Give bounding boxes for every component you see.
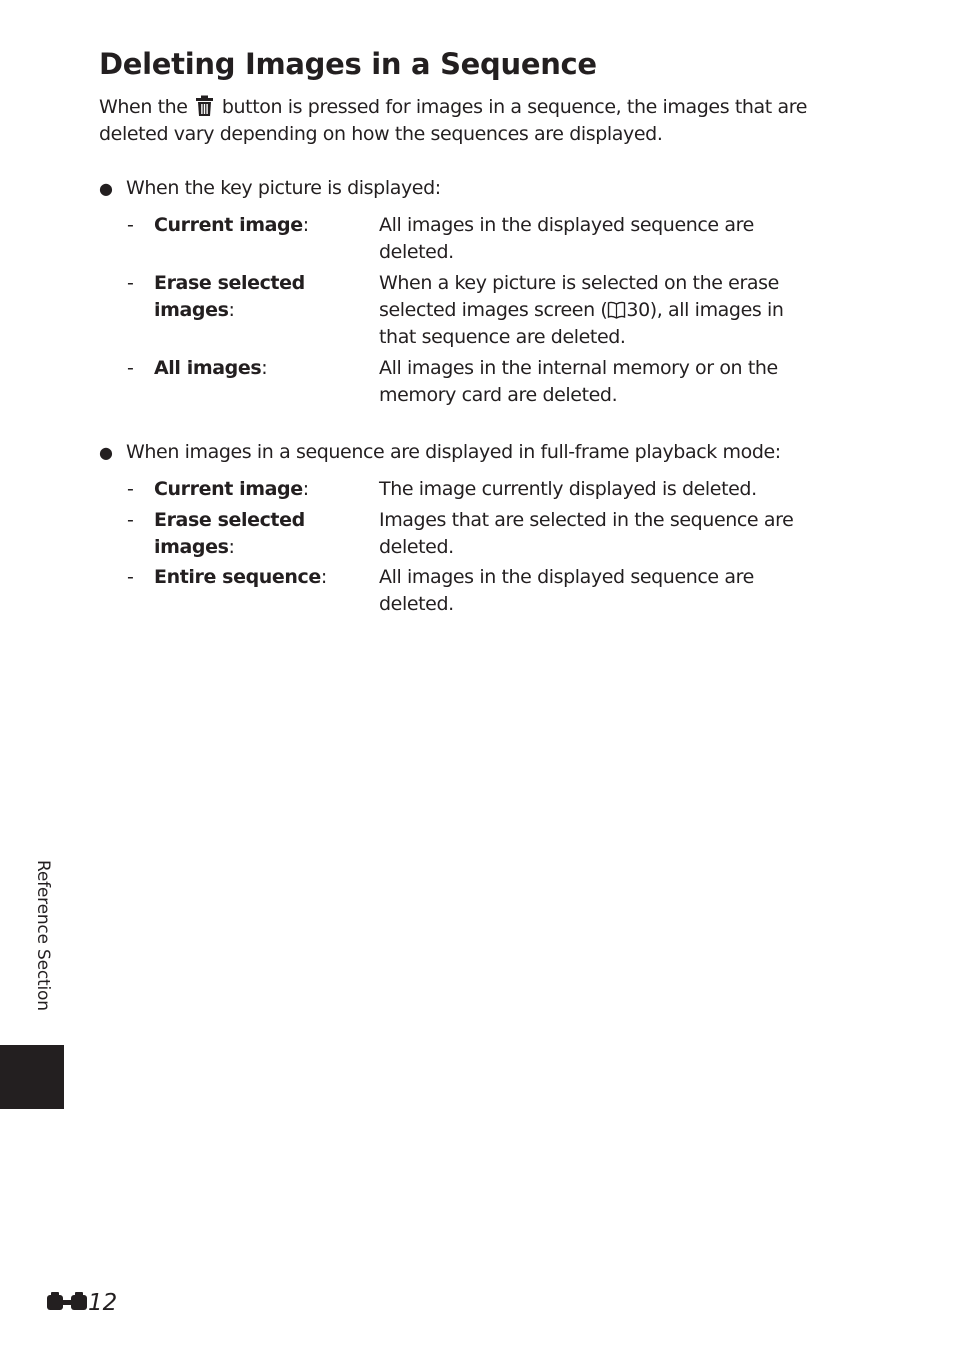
intro-text-after: button is pressed for images in a sequence, the images that are — [221, 96, 807, 118]
book-reference-icon — [607, 300, 626, 319]
page-number — [46, 1290, 117, 1316]
description: All images in the displayed sequence are deleted. — [379, 214, 754, 263]
dash-marker: - — [127, 214, 134, 236]
section2-heading-text: When images in a sequence are displayed in full-frame playback mode: — [126, 441, 781, 463]
intro-text-line2: deleted vary depending on how the sequences are displayed. — [99, 123, 663, 145]
intro-text-before: When the — [99, 96, 188, 118]
description: All images in the displayed sequence are deleted. — [379, 566, 754, 615]
term: All images: — [154, 357, 268, 379]
page-number-text: 12 — [88, 1290, 118, 1316]
term: Erase selected images: — [154, 509, 305, 558]
intro-paragraph — [99, 94, 859, 148]
term: Current image: — [154, 478, 309, 500]
bullet-icon: ● — [99, 179, 113, 198]
dash-marker: - — [127, 478, 134, 500]
bullet-icon: ● — [99, 443, 113, 462]
page-title: Deleting Images in a Sequence — [99, 47, 597, 81]
term: Current image: — [154, 214, 309, 236]
description: When a key picture is selected on the erase selected images screen ( 30), all images in that sequence are deleted. — [379, 272, 784, 348]
term: Erase selected images: — [154, 272, 305, 321]
section2-heading — [99, 439, 781, 466]
section-tab — [0, 1045, 64, 1109]
dash-marker: - — [127, 357, 134, 379]
section-side-label: Reference Section — [33, 860, 53, 1011]
section1-heading — [99, 175, 441, 202]
trash-icon — [195, 95, 214, 117]
description: All images in the internal memory or on the memory card are deleted. — [379, 357, 778, 406]
reference-section-icon — [46, 1292, 88, 1312]
description: Images that are selected in the sequence are deleted. — [379, 509, 794, 558]
section1-heading-text: When the key picture is displayed: — [126, 177, 441, 199]
dash-marker: - — [127, 509, 134, 531]
dash-marker: - — [127, 272, 134, 294]
term: Entire sequence: — [154, 566, 327, 588]
description: The image currently displayed is deleted. — [379, 478, 757, 500]
dash-marker: - — [127, 566, 134, 588]
